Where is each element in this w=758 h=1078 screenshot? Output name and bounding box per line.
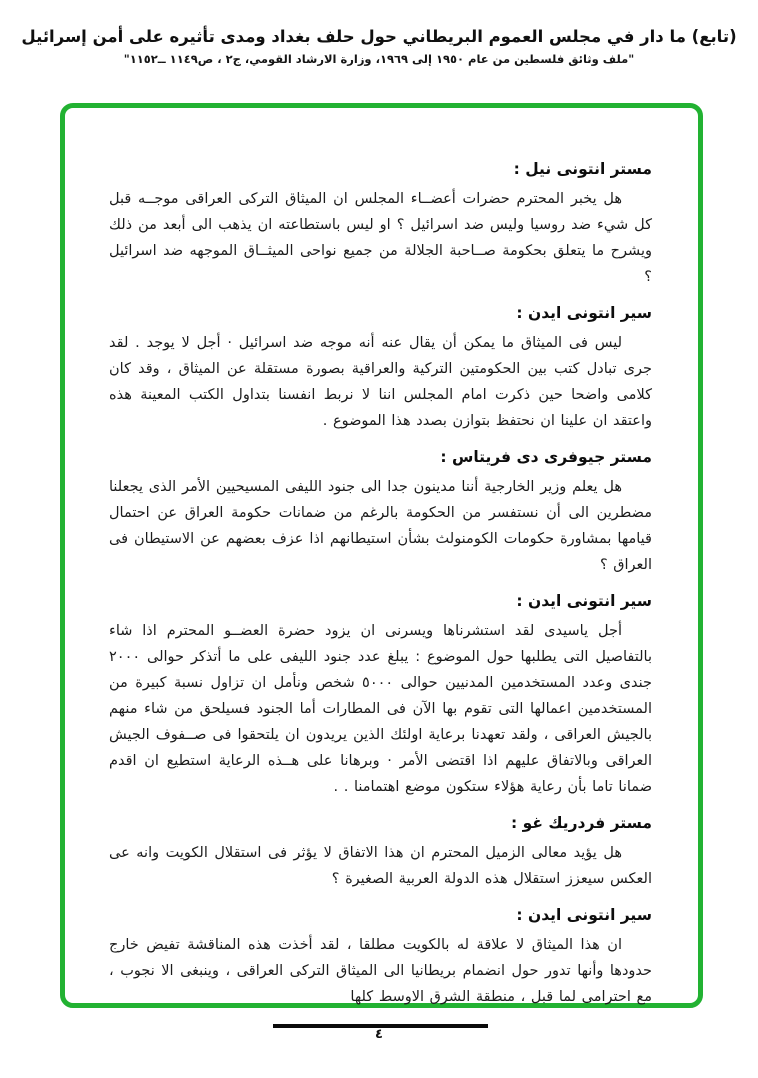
speech-paragraph: هل يؤيد معالى الزميل المحترم ان هذا الاتفاق لا يؤثر فى استقلال الكويت وانه عى العكس سيعزز استقلال هذه الدولة العربية الصغيرة ؟ — [109, 845, 652, 887]
speaker-name: مستر جيوفرى دى فريتاس : — [440, 448, 652, 466]
document-header — [0, 26, 758, 66]
speech-paragraph: هل يعلم وزير الخارجية أننا مدينون جدا الى جنود الليفى المسيحيين الأمر الذى يجعلنا مضطرين الى أن نستفسر من الحكومة بالرغم من ضمانات حكومة العراق عن احتمال قيامها بمشاورة حكومات الكومنولث بشأن استيطانهم اذا عزف بعضهم عن الاستيطان فى العراق ؟ — [109, 479, 652, 573]
transcript-section — [109, 304, 652, 434]
speaker-name: سير انتونى ايدن : — [516, 592, 652, 610]
transcript-body — [65, 108, 698, 1028]
speaker-name: سير انتونى ايدن : — [516, 304, 652, 322]
document-title: (تابع) ما دار في مجلس العموم البريطاني حول حلف بغداد ومدى تأثيره على أمن إسرائيل — [21, 27, 737, 46]
page-number: ٤ — [375, 1027, 383, 1042]
speech-paragraph: أجل ياسيدى لقد استشرناها ويسرنى ان يزود حضرة العضــو المحترم اذا شاء بالتفاصيل التى يطلبها حول الموضوع : يبلغ عدد جنود الليفى على ما أتذكر حوالى ٢٠٠٠ جندى وعدد المستخدمين المدنيين حوالى ٥٠٠٠ شخص ونأمل ان تزاول نسبة كبيرة من المستخدمين اعمالها التى تقوم بها الآن فى المطارات أما الجنود فسيلحق من شاء منهم بالجيش العراقى ، ولقد تعهدنا برعاية اولئك الذين يريدون ان يلتحقوا فى صــفوف الجيش العراقى وبالاتفاق عليهم اذا اقتضى الأمر · وبرهانا على هــذه الرعاية استطيع ان اقدم ضمانا تاما بأن رعاية هؤلاء ستكون موضع اهتمامنا . . — [109, 623, 652, 795]
speech-paragraph: هل يخبر المحترم حضرات أعضــاء المجلس ان الميثاق التركى العراقى موجــه قبل كل شيء ضد روسيا وليس ضد اسرائيل ؟ او ليس باستطاعته ان يذهب الى أبعد من ذلك ويشرح ما يتعلق بحكومة صــاحبة الجلالة من جميع نواحى الميثــاق الموجهه ضد اسرائيل ؟ — [109, 191, 652, 285]
speaker-name: سير انتونى ايدن : — [516, 906, 652, 924]
document-source-citation: "ملف وثائق فلسطين من عام ١٩٥٠ إلى ١٩٦٩، وزارة الارشاد القومي، ج٢ ، ص١١٤٩ ــ١١٥٢" — [123, 52, 635, 67]
speech-paragraph: ان هذا الميثاق لا علاقة له بالكويت مطلقا ، لقد أخذت هذه المناقشة تفيض خارج حدودها وأنها تدور حول انضمام بريطانيا الى الميثاق التركى العراقى ، وينبغى الا نجوب ، مع احترامى لما قبل ، منطقة الشرق الاوسط كلها — [109, 937, 652, 1005]
transcript-section — [109, 906, 652, 1010]
speaker-name: مستر انتونى نيل : — [513, 160, 652, 178]
speaker-name: مستر فردريك غو : — [511, 814, 652, 832]
speech-paragraph: ليس فى الميثاق ما يمكن أن يقال عنه أنه موجه ضد اسرائيل · أجل لا يوجد . لقد جرى تبادل كتب بين الحكومتين التركية والعراقية بصورة مستقلة عن الميثاق ، وقد كان كلامى واضحا حين ذكرت امام المجلس اننا لا نربط انفسنا بتداول الكتب المعينة هذه واعتقد ان علينا ان نحتفظ بتوازن بصدد هذا الموضوع . — [109, 335, 652, 429]
green-border-frame — [60, 103, 703, 1008]
transcript-section — [109, 448, 652, 578]
transcript-section — [109, 592, 652, 800]
transcript-section — [109, 814, 652, 892]
transcript-section — [109, 160, 652, 290]
